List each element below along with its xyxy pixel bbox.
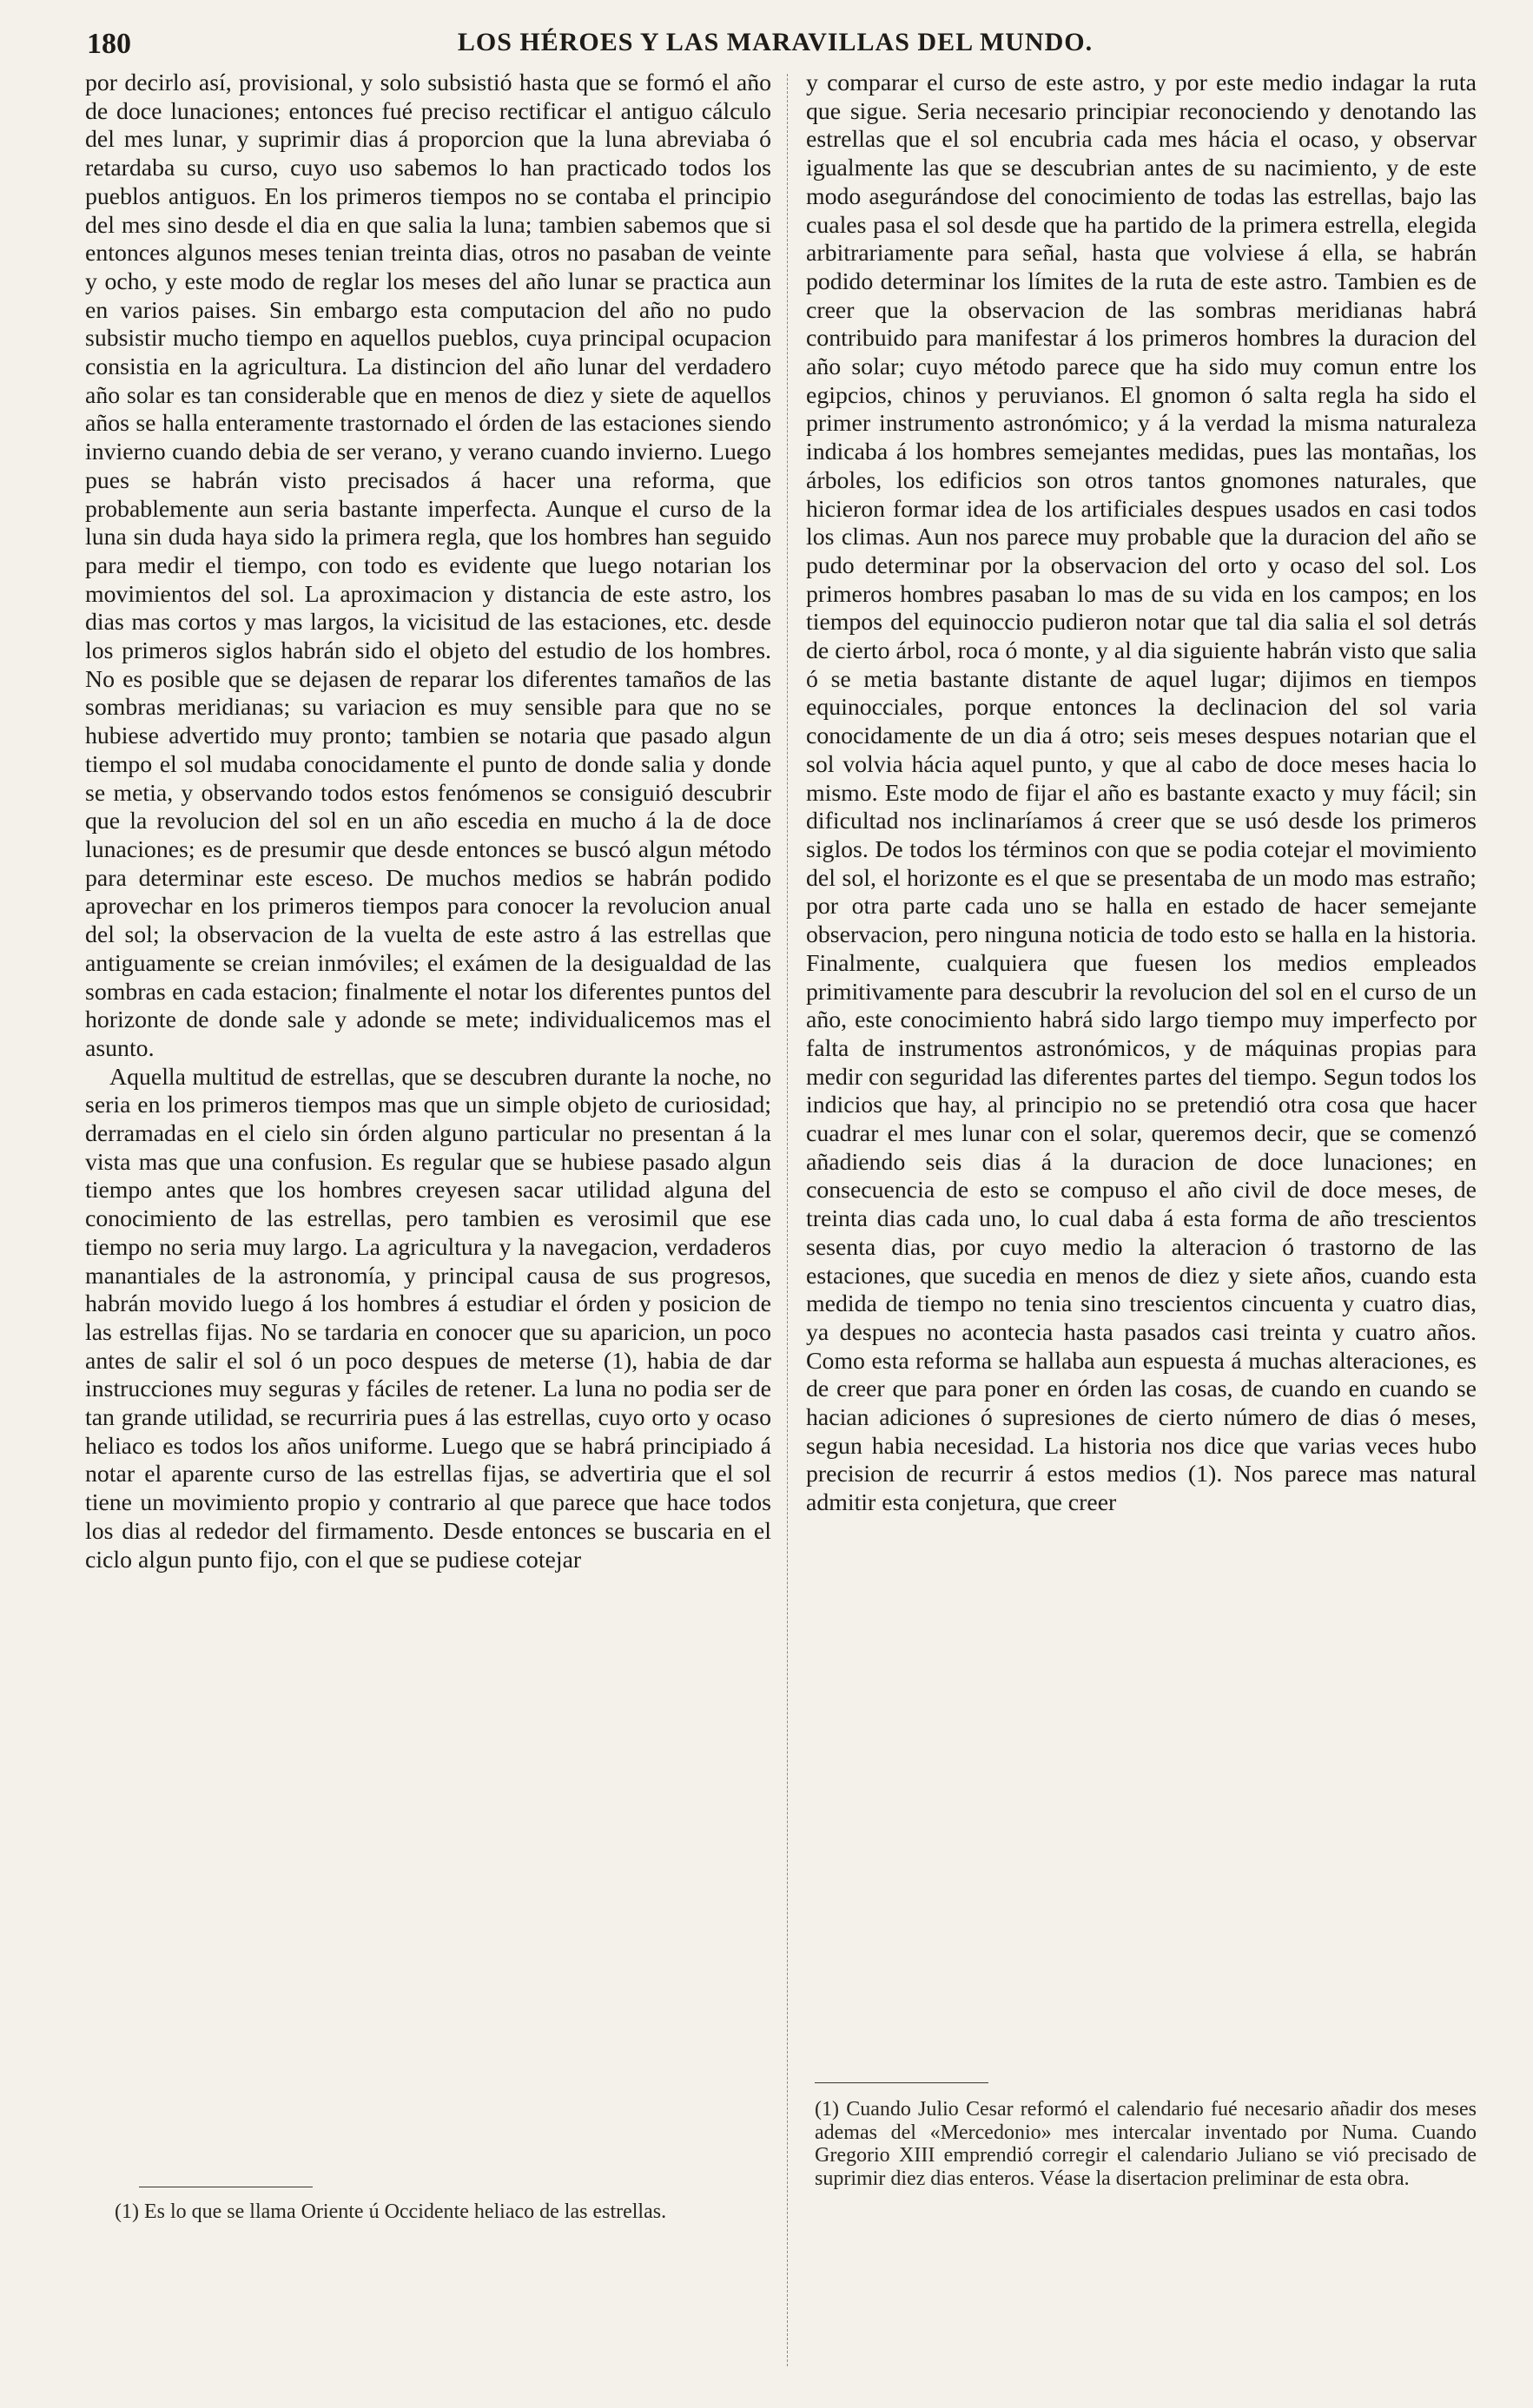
page-number: 180 <box>87 28 131 60</box>
page-header <box>87 26 1464 68</box>
right-footnote-rule <box>815 2082 988 2083</box>
left-column <box>85 69 771 1574</box>
right-column <box>806 69 1477 1518</box>
left-paragraph-2: Aquella multitud de estrellas, que se descubren durante la noche, no seria en los primeros tiempos mas que un simple objeto de curiosidad; derramadas en el cielo sin órden alguno particular no presentan á la vista mas que una confusion. Es regular que se hubiese pasado algun tiempo antes que los hombres creyesen sacar utilidad alguna del conocimiento de las estrellas, pero tambien es verosimil que ese tiempo no seria muy largo. La agricultura y la navegacion, verdaderos manantiales de la astronomía, y principal causa de sus progresos, habrán movido luego á los hombres á estudiar el órden y posicion de las estrellas fijas. No se tardaria en conocer que su aparicion, un poco antes de salir el sol ó un poco despues de meterse (1), habia de dar instrucciones muy seguras y fáciles de retener. La luna no podia ser de tan grande utilidad, se recurriria pues á las estrellas, cuyo orto y ocaso heliaco es todos los años uniforme. Luego que se habrá principiado á notar el aparente curso de las estrellas fijas, se advertiria que el sol tiene un movimiento propio y contrario al que parece que hace todos los dias al rededor del firmamento. Desde entonces se buscaria en el ciclo algun punto fijo, con el que se pudiese cotejar <box>85 1063 771 1573</box>
left-footnote: (1) Es lo que se llama Oriente ú Occidente heliaco de las estrellas. <box>115 2200 667 2223</box>
right-paragraph-1: y comparar el curso de este astro, y por este medio indagar la ruta que sigue. Seria necesario principiar reconociendo y denotando las estrellas que el sol encubria cada mes hácia el ocaso, y observar igualmente las que se descubrian antes de su nacimiento, y de este modo asegurándose del conocimiento de todas las estrellas, bajo las cuales pasa el sol desde que ha partido de la primera estrella, elegida arbitrariamente para señal, hasta que volviese á ella, se habrán podido determinar los límites de la ruta de este astro. Tambien es de creer que la observacion de las sombras meridianas habrá contribuido para manifestar á los primeros hombres la duracion del año solar; cuyo método parece que ha sido muy comun entre los egipcios, chinos y peruvianos. El gnomon ó salta regla ha sido el primer instrumento astronómico; y á la verdad la misma naturaleza indicaba á los hombres semejantes medidas, pues las montañas, los árboles, los edificios son otros tantos gnomones naturales, que hicieron formar idea de los artificiales despues usados en casi todos los climas. Aun nos parece muy probable que la duracion del año se pudo determinar por la observacion del orto y ocaso del sol. Los primeros hombres pasaban lo mas de su vida en los campos; en los tiempos del equinoccio pudieron notar que tal dia salia el sol detrás de cierto árbol, roca ó monte, y al dia siguiente habrán visto que salia ó se metia bastante distante de aquel lugar; dijimos en tiempos equinocciales, porque entonces la declinacion del sol varia conocidamente de un dia á otro; seis meses despues notarian que el sol volvia hácia aquel punto, y que al cabo de doce meses hacia lo mismo. Este modo de fijar el año es bastante exacto y muy fácil; sin dificultad nos inclinaríamos á creer que se usó desde los primeros siglos. De todos los términos con que se podia cotejar el movimiento del sol, el horizonte es el que se presentaba de un modo mas estraño; por otra parte cada uno se halla en estado de hacer semejante observacion, pero ninguna noticia de todo esto se halla en la historia. Finalmente, cualquiera que fuesen los medios empleados primitivamente para descubrir la revolucion del sol en el curso de un año, este conocimiento habrá sido largo tiempo muy imperfecto por falta de instrumentos astronómicos, y de máquinas propias para medir con seguridad las diferentes partes del tiempo. Segun todos los indicios que hay, al principio no se pretendió otra cosa que hacer cuadrar el mes lunar con el solar, queremos decir, que se comenzó añadiendo seis dias á la duracion de doce lunaciones; en consecuencia de esto se compuso el año civil de doce meses, de treinta dias cada uno, lo cual daba á esta forma de año trescientos sesenta dias, por cuyo medio la alteracion ó trastorno de las estaciones, que sucedia en menos de diez y siete años, cuando esta medida de tiempo no tenia sino trescientos cincuenta y cuatro dias, ya despues no acontecia hasta pasados casi treinta y cuatro años. Como esta reforma se hallaba aun espuesta á muchas alteraciones, es de creer que para poner en órden las cosas, de cuando en cuando se hacian adiciones ó supresiones de cierto número de dias ó meses, segun habia necesidad. La historia nos dice que varias veces hubo precision de recurrir á estos medios (1). Nos parece mas natural admitir esta conjetura, que creer <box>806 69 1477 1517</box>
column-divider <box>787 74 789 2366</box>
right-footnote: (1) Cuando Julio Cesar reformó el calendario fué necesario añadir dos meses ademas del «Mercedonio» mes intercalar inventado por Numa. Cuando Gregorio XIII emprendió corregir el calendario Juliano se vió precisado de suprimir diez dias enteros. Véase la disertacion preliminar de esta obra. <box>815 2098 1477 2190</box>
left-paragraph-1: por decirlo así, provisional, y solo subsistió hasta que se formó el año de doce lunaciones; entonces fué preciso rectificar el antiguo cálculo del mes lunar, y suprimir dias á proporcion que la luna abreviaba ó retardaba su curso, cuyo uso sabemos lo han practicado todos los pueblos antiguos. En los primeros tiempos no se contaba el principio del mes sino desde el dia en que salia la luna; tambien sabemos que si entonces algunos meses tenian treinta dias, otros no pasaban de veinte y ocho, y este modo de reglar los meses del año lunar se practica aun en varios paises. Sin embargo esta computacion del año no pudo subsistir mucho tiempo en aquellos pueblos, cuya principal ocupacion consistia en la agricultura. La distincion del año lunar del verdadero año solar es tan considerable que en menos de diez y siete de aquellos años se halla enteramente trastornado el órden de las estaciones siendo invierno cuando debia de ser verano, y verano cuando invierno. Luego pues se habrán visto precisados á hacer una reforma, que probablemente aun seria bastante imperfecta. Aunque el curso de la luna sin duda haya sido la primera regla, que los hombres han seguido para medir el tiempo, con todo es evidente que luego notarian los movimientos del sol. La aproximacion y distancia de este astro, los dias mas cortos y mas largos, la vicisitud de las estaciones, etc. desde los primeros siglos habrán sido el objeto del estudio de los hombres. No es posible que se dejasen de reparar los diferentes tamaños de las sombras meridianas; su variacion es muy sensible para que no se hubiese advertido muy pronto; tambien se notaria que pasado algun tiempo el sol mudaba conocidamente el punto de donde salia y donde se metia, y observando todos estos fenómenos se consiguió descubrir que la revolucion del sol en un año escedia en mucho á la de doce lunaciones; es de presumir que desde entonces se buscó algun método para determinar este esceso. De muchos medios se habrán podido aprovechar en los primeros tiempos para conocer la revolucion anual del sol; la observacion de la vuelta de este astro á las estrellas que antiguamente se creian inmóviles; el exámen de la desigualdad de las sombras en cada estacion; finalmente el notar los diferentes puntos del horizonte de donde sale y adonde se mete; individualicemos mas el asunto. <box>85 69 771 1062</box>
running-title: LOS HÉROES Y LAS MARAVILLAS DEL MUNDO. <box>457 28 1094 56</box>
